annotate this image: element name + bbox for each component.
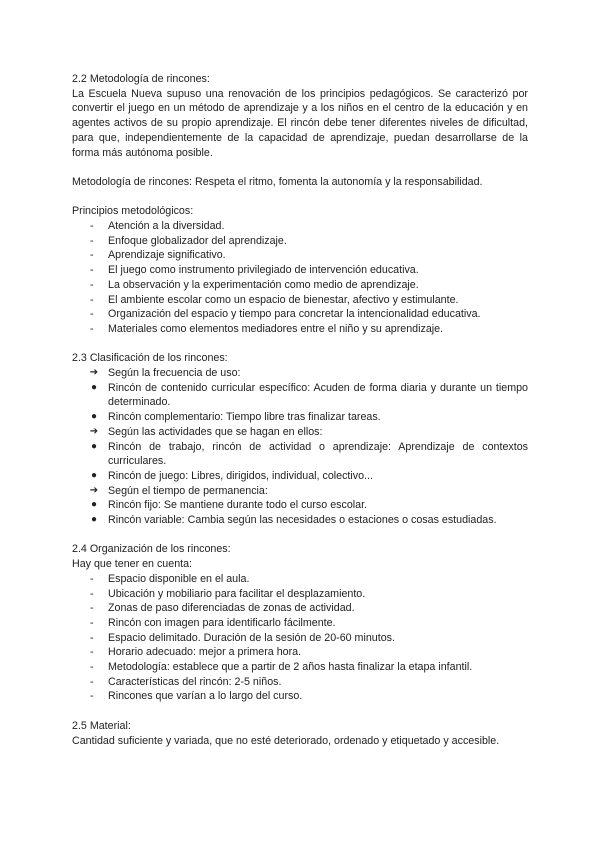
dash-marker: -	[90, 264, 94, 277]
list-item: - Materiales como elementos mediadores entre el niño y su aprendizaje.	[90, 322, 444, 335]
list-item: - Enfoque globalizador del aprendizaje.	[90, 234, 287, 247]
section-heading: 2.5 Material:	[72, 719, 131, 732]
dash-marker: -	[90, 308, 94, 321]
list-item: - Espacio delimitado. Duración de la sesión de 20-60 minutos.	[90, 631, 395, 644]
list-item: ➔ Según las actividades que se hagan en ellos:	[89, 425, 323, 438]
classification-list	[72, 366, 528, 528]
dash-marker: -	[90, 220, 94, 232]
list-item: ● Rincón de trabajo, rincón de actividad o aprendizaje: Aprendizaje de contextos curriculares.	[72, 440, 528, 469]
dash-marker: -	[90, 234, 94, 247]
list-item: - Horario adecuado: mejor a primera hora.	[90, 646, 302, 659]
arrow-icon: ➔	[89, 484, 99, 496]
list-item: ➔ Según el tiempo de permanencia:	[89, 484, 268, 497]
list-item: - El ambiente escolar como un espacio de bienestar, afectivo y estimulante.	[90, 293, 459, 306]
section-heading: 2.4 Organización de los rincones:	[72, 543, 231, 556]
list-item: - Ubicación y mobiliario para facilitar el desplazamiento.	[90, 587, 366, 600]
dash-marker: -	[90, 602, 94, 615]
dash-marker: -	[90, 631, 94, 644]
list-item: - Espacio disponible en el aula.	[90, 572, 250, 585]
paragraph: Cantidad suficiente y variada, que no esté deteriorado, ordenado y etiquetado y accesible.	[72, 734, 500, 747]
list-item: - Atención a la diversidad.	[90, 220, 225, 232]
dash-marker: -	[90, 572, 94, 585]
list-item: - Características del rincón: 2-5 niños.	[90, 675, 282, 688]
paragraph: Metodología de rincones: Respeta el ritmo, fomenta la autonomía y la responsabilidad.	[72, 175, 483, 188]
section-heading: 2.3 Clasificación de los rincones:	[72, 352, 228, 365]
dash-marker: -	[90, 690, 94, 703]
list-item: - Metodología: establece que a partir de 2 años hasta finalizar la etapa infantil.	[90, 661, 473, 674]
dash-marker: -	[90, 278, 94, 291]
arrow-icon: ➔	[89, 425, 99, 437]
dash-marker: -	[90, 675, 94, 688]
list-item: - Aprendizaje significativo.	[90, 249, 226, 262]
document-page	[72, 72, 528, 748]
bullet-icon: ●	[90, 440, 98, 452]
list-item: - Rincones que varían a lo largo del curso.	[90, 690, 303, 703]
bullet-icon: ●	[90, 381, 98, 393]
list-item: ● Rincón variable: Cambia según las necesidades o estaciones o cosas estudiadas.	[72, 513, 528, 528]
list-heading: Principios metodológicos:	[72, 205, 194, 218]
dash-marker: -	[90, 322, 94, 335]
list-item: - La observación y la experimentación como medio de aprendizaje.	[90, 278, 419, 291]
dash-marker: -	[90, 646, 94, 659]
bullet-icon: ●	[90, 499, 98, 511]
bullet-icon: ●	[90, 514, 98, 526]
list-item: - Rincón con imagen para identificarlo fácilmente.	[90, 616, 336, 629]
dash-marker: -	[90, 616, 94, 629]
bullet-icon: ●	[90, 411, 98, 423]
list-item: - El juego como instrumento privilegiado de intervención educativa.	[90, 264, 419, 277]
list-item: - Zonas de paso diferenciadas de zonas de actividad.	[90, 602, 355, 615]
dash-marker: -	[90, 661, 94, 674]
section-heading: 2.2 Metodología de rincones:	[72, 73, 210, 85]
paragraph: Hay que tener en cuenta:	[72, 558, 193, 571]
list-item: - Organización del espacio y tiempo para concretar la intencionalidad educativa.	[90, 308, 481, 321]
dash-marker: -	[90, 249, 94, 262]
dash-marker: -	[90, 587, 94, 600]
bullet-icon: ●	[90, 469, 98, 481]
principles-list	[72, 219, 528, 337]
organization-list	[72, 572, 528, 704]
list-item: ● Rincón de contenido curricular específico: Acuden de forma diaria y durante un tiempo determinado.	[72, 381, 528, 410]
paragraph: La Escuela Nueva supuso una renovación de los principios pedagógicos. Se caracterizó por convertir el juego en un método de aprendizaje y a los niños en el centro de la educación y en agentes activos de su propio aprendizaje. El rincón debe tener diferentes niveles de dificultad, para que, independientemente de la capacidad de aprendizaje, puedan desarrollarse de la forma más autónoma posible.	[72, 87, 528, 159]
list-item: ● Rincón de juego: Libres, dirigidos, individual, colectivo...	[72, 469, 528, 484]
dash-marker: -	[90, 293, 94, 306]
list-item: ➔ Según la frecuencia de uso:	[89, 367, 241, 380]
list-item: ● Rincón complementario: Tiempo libre tras finalizar tareas.	[72, 410, 528, 425]
list-item: ● Rincón fijo: Se mantiene durante todo el curso escolar.	[72, 498, 528, 513]
arrow-icon: ➔	[89, 367, 99, 379]
